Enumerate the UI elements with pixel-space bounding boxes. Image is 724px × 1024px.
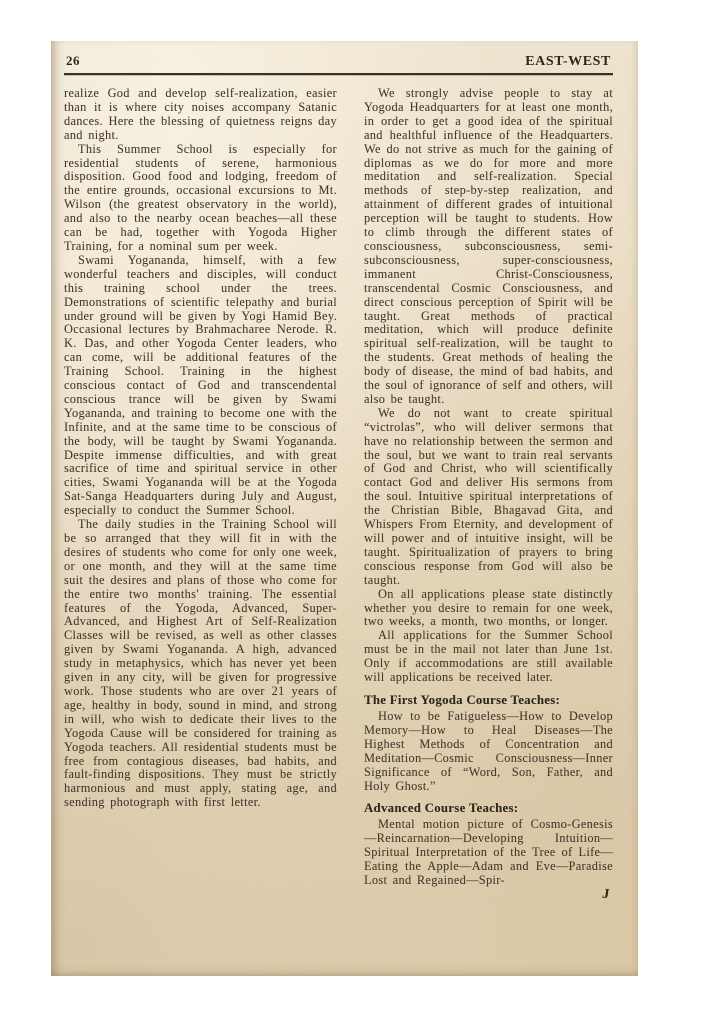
paragraph-stay-advice: We strongly advise people to stay at Yogoda Headquarters for at least one month, in order to get a good idea of the spiritual and healthful influence of the Headquarters. We do not strive as much for the gaining of diplomas as we do for more and more meditation and self-realization. Special methods of step-by-step realization, and attainment of different grades of intuitional perception will be taught to students. How to climb through the different states of consciousness, subconsciousness, semi-subconsciousness, super-consciousness, immanent Christ-Consciousness, transcendental Cosmic Consciousness, and direct conscious perception of Spirit will be taught. Great methods of practical meditation, which will produce definite spiritual self-realization, will be taught to the students. Great methods of healing the body of disease, the mind of bad habits, and the soul of ignorance of self and others, will also be taught. xyxy=(364,86,613,406)
header-rule xyxy=(64,73,613,75)
paragraph-summer-school: This Summer School is especially for residential students of serene, harmonious disposition. Good food and lodging, freedom of the entire grounds, occasional excursions to Mt. Wilson (the greatest observatory in the world), and also to the nearby ocean beaches—all these can be had, together with Yogoda Higher Training, for a nominal sum per week. xyxy=(64,141,337,253)
paragraph-advanced-course-contents: Mental motion picture of Cosmo-Genesis—Reincarnation—Developing Intuition—Spiritual Interpretation of the Tree of Life—Eating the Apple—Adam and Eve—Paradise Lost and Regained—Spir- xyxy=(364,817,613,888)
paragraph-daily-studies: The daily studies in the Training School will be so arranged that they will fit in with the desires of students who come for only one week, or one month, and they will at the same time suit the desires and plans of those who come for the entire two months' training. The essential features of the Yogoda, Advanced, Super-Advanced, and Highest Art of Self-Realization Classes will be revised, as well as other classes given by Swami Yogananda. A high, advanced study in metaphysics, which has never yet been given in any city, will be given for progressive work. Those students who are over 21 years of age, healthy in body, sound in mind, and strong in will, who wish to dedicate their lives to the Yogoda Cause will be considered for training as Yogoda teachers. All residential students must be free from contagious diseases, bad habits, and fault-finding dispositions. They must be strictly harmonious and must apply, stating age, and sending photograph with first letter. xyxy=(64,517,337,810)
paragraph-first-course-contents: How to be Fatigueless—How to Develop Memory—How to Heal Diseases—The Highest Methods of Concentration and Meditation—Cosmic Consciousness—Inner Significance of “Word, Son, Father, and Holy Ghost.” xyxy=(364,708,613,793)
printers-mark: J xyxy=(601,886,611,903)
text-columns xyxy=(64,87,613,904)
section-heading-advanced-course: Advanced Course Teaches: xyxy=(364,801,519,816)
section-heading-first-yogoda-course: The First Yogoda Course Teaches: xyxy=(364,692,561,707)
magazine-page xyxy=(51,41,638,976)
paragraph-swami-yogananda: Swami Yogananda, himself, with a few wonderful teachers and disciples, will conduct this training school under the trees. Demonstrations of scientific telepathy and burial under ground will be given by Yogi Hamid Bey. Occasional lectures by Brahmacharee Nerode. R. K. Das, and other Yogoda Center leaders, who can come, will be additional features of the Training School. Training in the highest conscious contact of God and transcendental conscious trance will be given by Swami Yogananda, and training to become one with the Infinite, and at the same time to be conscious of the body, will be taught by Swami Yogananda. Despite immense difficulties, and with great sacrifice of time and spiritual service in other cities, Swami Yogananda will be at the Yogoda Sat-Sanga Headquarters during July and August, especially to conduct the Summer School. xyxy=(64,252,337,518)
masthead-title: EAST-WEST xyxy=(525,54,611,69)
page-header xyxy=(64,51,613,70)
paragraph-spiritual-victrolas: We do not want to create spiritual “victrolas”, who will deliver sermons that have no relationship between the sermon and the soul, but we want to train real servants of God and Christ, who will scientifically contact God and deliver His sermons from the soul. Intuitive spiritual interpretations of the Christian Bible, Bhagavad Gita, and Whispers From Eternity, and development of will power and of intuitive insight, will be taught. Spiritualization of prayers to bring conscious response from God will also be taught. xyxy=(364,405,614,587)
left-column xyxy=(64,87,337,904)
paragraph-applications-deadline: All applications for the Summer School must be in the mail not later than June 1st. Only if accommodations are still available will applications be received later. xyxy=(364,628,613,685)
paragraph-applications-state: On all applications please state distinctly whether you desire to remain for one week, two weeks, a month, two months, or longer. xyxy=(364,586,613,629)
page-number: 26 xyxy=(66,53,80,68)
right-column xyxy=(364,87,613,904)
paragraph-continuation: realize God and develop self-realization, easier than it is where city noises accompany Satanic dances. Here the blessing of quietness reigns day and night. xyxy=(64,86,337,142)
